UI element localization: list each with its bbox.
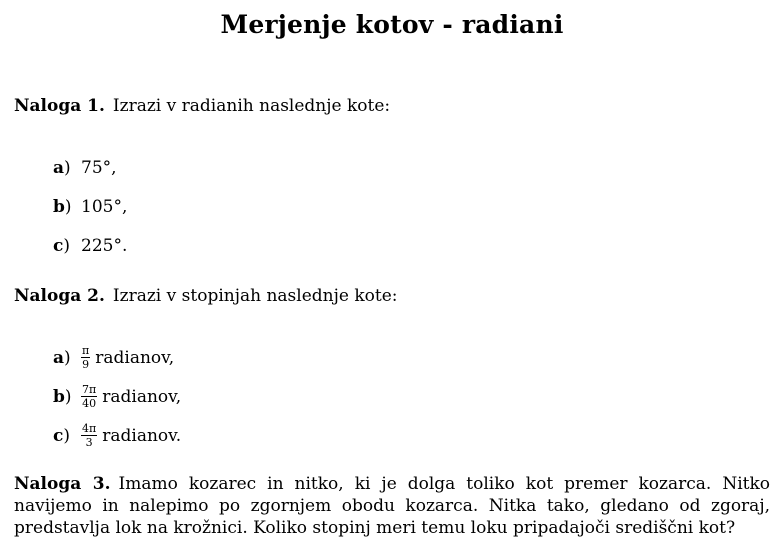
fraction: [81, 345, 90, 370]
item-label: a): [53, 158, 71, 178]
task-1-item-a: [53, 158, 117, 178]
task-2-item-c: [53, 423, 181, 448]
fraction-numerator: 4π: [82, 422, 97, 435]
item-suffix: radianov,: [102, 386, 182, 407]
item-label: b): [53, 197, 72, 217]
fraction-numerator: 7π: [82, 383, 97, 396]
task-1: [14, 96, 390, 116]
item-value: 105°,: [81, 197, 128, 217]
fraction: [81, 384, 97, 409]
task-3: [14, 473, 770, 539]
fraction-denominator: 9: [82, 358, 90, 371]
item-suffix: radianov.: [102, 425, 182, 446]
task-1-item-b: [53, 197, 127, 217]
fraction-denominator: 40: [82, 397, 97, 410]
task-2-label: Naloga 2.: [14, 286, 105, 306]
item-label: c): [53, 425, 70, 446]
item-label: b): [53, 386, 72, 407]
page-title: Merjenje kotov - radiani: [220, 10, 564, 39]
item-label: c): [53, 236, 70, 256]
task-1-item-c: [53, 236, 127, 256]
item-label: a): [53, 347, 71, 368]
task-1-text: Izrazi v radianih naslednje kote:: [112, 96, 391, 116]
fraction: [81, 423, 97, 448]
task-2: [14, 286, 398, 306]
task-2-item-b: [53, 384, 181, 409]
fraction-denominator: 3: [85, 436, 93, 449]
item-suffix: radianov,: [95, 347, 175, 368]
item-value: 75°,: [81, 158, 117, 178]
task-2-item-a: [53, 345, 174, 370]
task-3-label: Naloga 3.: [14, 474, 111, 494]
fraction-numerator: π: [82, 344, 90, 357]
task-2-text: Izrazi v stopinjah naslednje kote:: [112, 286, 398, 306]
task-3-text: Imamo kozarec in nitko, ki je dolga toliko kot premer kozarca. Nitko navijemo in nalepimo po zgornjem obodu kozarca. Nitka tako, gledano od zgoraj, predstavlja lok na krožnici. Koliko stopinj meri temu loku pripadajoči središčni kot?: [14, 474, 770, 538]
item-value: 225°.: [81, 236, 128, 256]
task-1-label: Naloga 1.: [14, 96, 105, 116]
